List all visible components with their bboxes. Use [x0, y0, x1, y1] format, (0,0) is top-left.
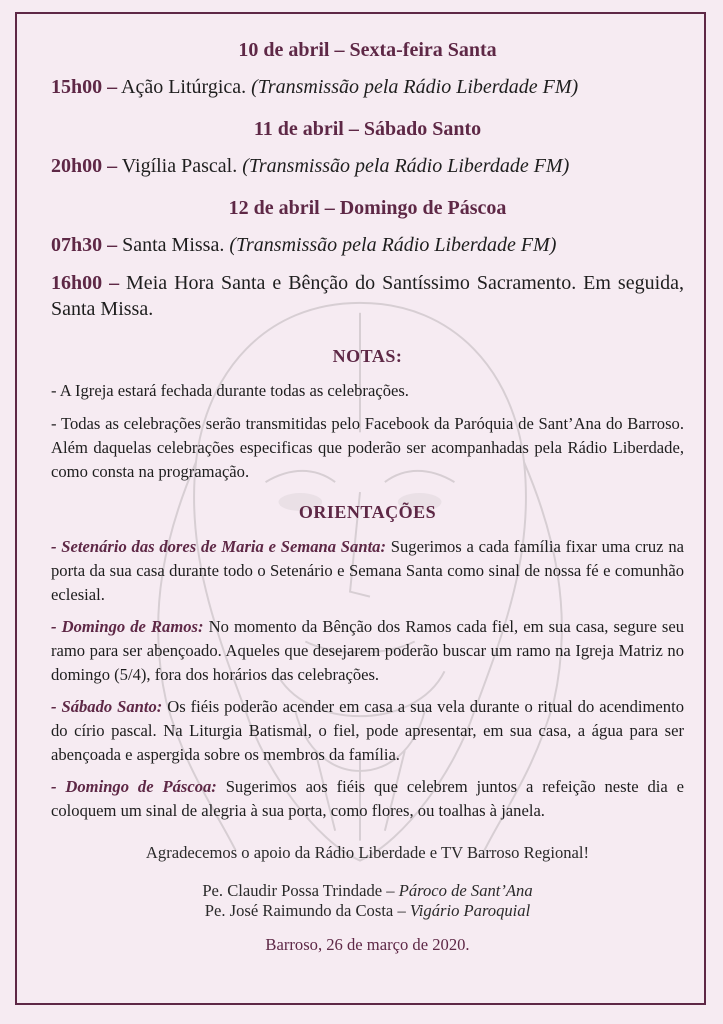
notes-heading: NOTAS: [332, 346, 403, 366]
event-saturday-2000 [51, 153, 684, 179]
event-text: Ação Litúrgica. [117, 76, 252, 98]
event-sunday-1600 [51, 270, 684, 322]
event-transmission: (Transmissão pela Rádio Liberdade FM) [242, 155, 570, 177]
event-time: 20h00 – [51, 155, 118, 177]
day-heading-sunday: 12 de abril – Domingo de Páscoa [228, 197, 507, 219]
orientation-text: Sugerimos aos fiéis que celebrem juntos a refeição neste dia e coloquem um sinal de alegria à sua porta, como flores, ou toalhas à janela. [51, 777, 684, 820]
note-item: - A Igreja estará fechada durante todas as celebrações. [51, 381, 409, 400]
signature-name: Pe. José Raimundo da Costa – [204, 901, 410, 920]
event-transmission: (Transmissão pela Rádio Liberdade FM) [251, 76, 579, 98]
event-text: Meia Hora Santa e Bênção do Santíssimo Sacramento. Em seguida, Santa Missa. [51, 272, 685, 320]
orientation-topic: - Sábado Santo: [51, 697, 163, 716]
orientation-item-setenario [51, 535, 684, 607]
signature-line [51, 881, 684, 901]
event-time: 15h00 – [51, 76, 118, 98]
thanks-text: Agradecemos o apoio da Rádio Liberdade e TV Barroso Regional! [145, 843, 590, 862]
orientation-item-sabado [51, 695, 684, 767]
orientation-topic: - Domingo de Páscoa: [51, 777, 217, 796]
event-time: 16h00 – [51, 272, 120, 294]
signature-role: Vigário Paroquial [409, 901, 531, 920]
orientation-text: No momento da Bênção dos Ramos cada fiel, em sua casa, segure seu ramo para ser abençoado. Aqueles que desejarem poderão buscar um ramo na Igreja Matriz no domingo (5/4), fora dos horários das celebrações. [51, 617, 684, 684]
event-text: Vigília Pascal. [117, 155, 243, 177]
orientation-item-pascoa [51, 775, 684, 823]
event-text: Santa Missa. [117, 234, 230, 256]
event-sunday-0730 [51, 232, 684, 258]
orientation-topic: - Domingo de Ramos: [51, 617, 204, 636]
event-transmission: (Transmissão pela Rádio Liberdade FM) [229, 234, 557, 256]
signature-line [51, 901, 684, 921]
document-content [17, 14, 704, 955]
signature-role: Pároco de Sant’Ana [398, 881, 533, 900]
orientation-item-ramos [51, 615, 684, 687]
note-item: - Todas as celebrações serão transmitidas pelo Facebook da Paróquia de Sant’Ana do Barroso. Além daquelas celebrações especificas que poderão ser acompanhadas pela Rádio Liberdade, como consta na programação. [51, 414, 684, 481]
signature-name: Pe. Claudir Possa Trindade – [202, 881, 399, 900]
day-heading-saturday: 11 de abril – Sábado Santo [253, 118, 482, 140]
orientations-heading: ORIENTAÇÕES [298, 502, 437, 522]
event-friday-1500 [51, 74, 684, 100]
orientation-text: Sugerimos a cada família fixar uma cruz na porta da sua casa durante todo o Setenário e Semana Santa como sinal de nossa fé e comunhão eclesial. [51, 537, 684, 604]
day-heading-friday: 10 de abril – Sexta-feira Santa [238, 39, 497, 61]
orientation-text: Os fiéis poderão acender em casa a sua vela durante o ritual do acendimento do círio pascal. Na Liturgia Batismal, o fiel, pode apresentar, em sua casa, a água para ser abençoada e aspergida sobre os membros da família. [51, 697, 684, 764]
page-frame [15, 12, 706, 1005]
event-time: 07h30 – [51, 234, 118, 256]
orientation-topic: - Setenário das dores de Maria e Semana Santa: [51, 537, 386, 556]
document-date: Barroso, 26 de março de 2020. [265, 935, 470, 954]
